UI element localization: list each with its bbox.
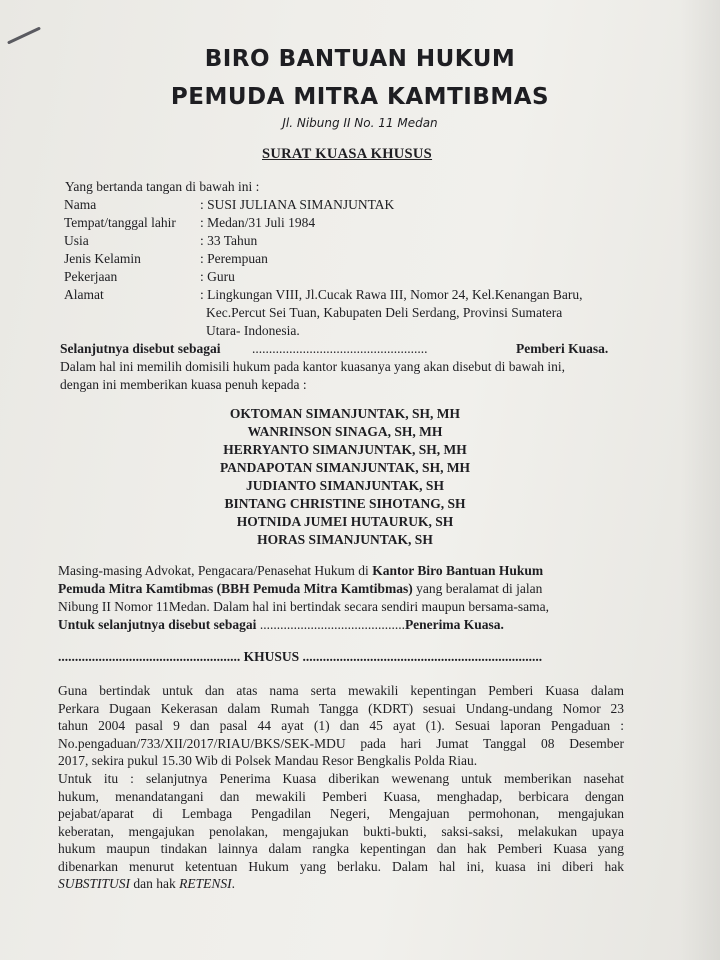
field-label-nama: Nama xyxy=(64,197,97,212)
domicile-line-1: Dalam hal ini memilih domisili hukum pada kantor kuasanya yang akan disebut di bawah ini, xyxy=(60,359,566,374)
field-value-nama: : SUSI JULIANA SIMANJUNTAK xyxy=(200,197,395,212)
advokat-line-3: Nibung II Nomor 11Medan. Dalam hal ini bertindak secara sendiri maupun bersama-sama, xyxy=(58,599,549,614)
paragraph-wewenang: Untuk itu : selanjutnya Penerima Kuasa diberikan wewenang untuk memberikan nasehat hukum, menandatangani dan mewakili Pemberi Kuasa, menghadap, berbicara dengan pejabat/aparat di Lembaga Pengadilan Negeri, Mengajuan permohonan, mengajukan keberatan, mengajukan penolakan, mengajukan bukti-bukti, saksi-saksi, melakukan upaya hukum maupun tindakan lainnya dalam rangka kepentingan dan hak Pemberi Kuasa yang dibenarkan menurut ketentuan Hukum yang berlaku. Dalam hal ini, kuasa ini diberi hak SUBSTITUSI dan hak RETENSI. xyxy=(58,771,624,891)
document-title: SURAT KUASA KHUSUS xyxy=(262,146,433,162)
advokat-line-1: Masing-masing Advokat, Pengacara/Penasehat Hukum di Kantor Biro Bantuan Hukum xyxy=(58,563,544,578)
field-value-usia: : 33 Tahun xyxy=(200,233,258,248)
paragraph-perkara: Guna bertindak untuk dan atas nama serta mewakili kepentingan Pemberi Kuasa dalam Perkara Dugaan Kekerasan dalam Rumah Tangga (KDRT) sesuai Undang-undang Nomor 23 tahun 2004 pasal 9 dan pasal 44 ayat (1) dan 45 ayat (1). Sesuai laporan Pengaduan : No.pengaduan/733/XII/2017/RIAU/BKS/SEK-MDU pada hari Jumat Tanggal 08 Desember 2017, sekira pukul 15.30 Wib di Polsek Mandau Resor Bengkalis Polda Riau. xyxy=(58,683,624,768)
pemberi-dots: .................................................... xyxy=(252,341,428,356)
address-continuation-2: Utara- Indonesia. xyxy=(206,323,300,338)
lawyer-name: WANRINSON SINAGA, SH, MH xyxy=(247,424,443,439)
pemberi-lead: Selanjutnya disebut sebagai xyxy=(60,341,221,356)
field-value-ttl: : Medan/31 Juli 1984 xyxy=(200,215,316,230)
lawyer-name: HERRYANTO SIMANJUNTAK, SH, MH xyxy=(223,442,467,457)
domicile-line-2: dengan ini memberikan kuasa penuh kepada : xyxy=(60,377,307,392)
khusus-divider: ...................................................... KHUSUS ....................................................................... xyxy=(58,649,543,664)
pen-mark xyxy=(7,27,41,45)
lawyer-name: OKTOMAN SIMANJUNTAK, SH, MH xyxy=(229,406,461,421)
lawyer-name: BINTANG CHRISTINE SIHOTANG, SH xyxy=(224,496,466,511)
org-name-line1: BIRO BANTUAN HUKUM xyxy=(204,46,516,72)
field-label-alamat: Alamat xyxy=(64,287,104,302)
address-continuation-1: Kec.Percut Sei Tuan, Kabupaten Deli Serdang, Provinsi Sumatera xyxy=(206,305,563,320)
field-label-usia: Usia xyxy=(64,233,89,248)
advokat-line-2: Pemuda Mitra Kamtibmas (BBH Pemuda Mitra Kamtibmas) yang beralamat di jalan xyxy=(58,581,543,596)
field-label-ttl: Tempat/tanggal lahir xyxy=(64,215,176,230)
lawyer-name: HOTNIDA JUMEI HUTAURUK, SH xyxy=(236,514,454,529)
intro-line: Yang bertanda tangan di bawah ini : xyxy=(65,179,260,194)
org-address: Jl. Nibung II No. 11 Medan xyxy=(282,116,438,130)
field-label-jk: Jenis Kelamin xyxy=(64,251,141,266)
field-value-alamat: : Lingkungan VIII, Jl.Cucak Rawa III, Nomor 24, Kel.Kenangan Baru, xyxy=(200,287,583,302)
org-name-line2: PEMUDA MITRA KAMTIBMAS xyxy=(170,84,550,110)
field-label-pekerjaan: Pekerjaan xyxy=(64,269,118,284)
penerima-line: Untuk selanjutnya disebut sebagai ...........................................Penerima Kuasa. xyxy=(58,617,504,632)
lawyer-name: JUDIANTO SIMANJUNTAK, SH xyxy=(246,478,444,493)
field-value-jk: : Perempuan xyxy=(200,251,268,266)
lawyer-name: PANDAPOTAN SIMANJUNTAK, SH, MH xyxy=(219,460,471,475)
field-value-pekerjaan: : Guru xyxy=(200,269,235,284)
pemberi-role: Pemberi Kuasa. xyxy=(516,341,609,356)
lawyer-name: HORAS SIMANJUNTAK, SH xyxy=(257,532,433,547)
